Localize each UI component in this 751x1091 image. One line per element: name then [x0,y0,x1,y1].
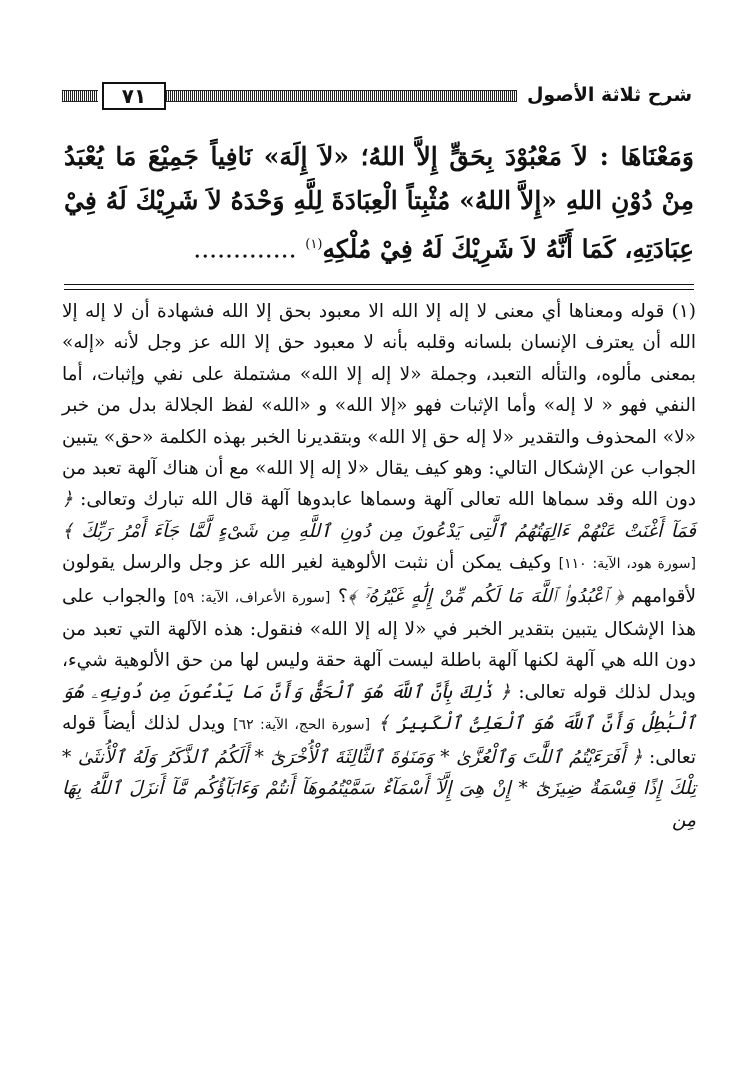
quran-verse-4: ﴿ أَفَرَءَيْتُمُ ٱللَّٰتَ وَٱلْعُزَّىٰ * وَمَنَوٰةَ ٱلثَّالِثَةَ ٱلْأُخْرَىٰٓ * أَلَكُمُ ٱلذَّكَرُ وَلَهُ ٱلْأُنثَىٰ * تِلْكَ إِذًا قِسْمَةٌ ضِيزَىٰٓ * إِنْ هِىَ إِلَّآ أَسْمَآءٌ سَمَّيْتُمُوهَآ أَنتُمْ وَءَابَآؤُكُم مَّآ أَنزَلَ ٱللَّهُ بِهَا مِن [62,746,696,831]
verse-reference-3: [سورة الحج، الآية: ٦٢] [233,717,371,734]
footnote-divider [64,284,694,290]
dotted-leader: ............. [193,234,297,264]
header-rule-end [62,90,98,102]
quran-verse-1: ﴿ فَمَآ أَغْنَتْ عَنْهُمْ ءَالِهَتُهُمُ ٱلَّتِى يَدْعُونَ مِن دُونِ ٱللَّهِ مِن شَىْءٍ لَّمَّا جَآءَ أَمْرُ رَبِّكَ ﴾ [62,489,696,542]
footnote-marker: (١) [305,237,323,252]
question-mark: ؟ [338,585,348,607]
quran-verse-3: ﴿ ذَٰلِكَ بِأَنَّ ٱللَّهَ هُوَ ٱلْحَقُّ وَأَنَّ مَا يَدْعُونَ مِن دُونِهِۦ هُوَ ٱلْبَٰطِلُ وَأَنَّ ٱللَّهَ هُوَ ٱلْعَلِىُّ ٱلْكَبِيرُ ﴾ [62,681,696,735]
footnote-text-2: وكيف يمكن أن نثبت الألوهية لغير الله عز وجل والرسل يقولون لأقوامهم [62,552,697,607]
running-title: شرح ثلاثة الأصول [526,84,692,106]
verse-reference-1: [سورة هود، الآية: ١١٠] [558,556,697,573]
footnote-text-4: ويدل لذلك أيضاً قوله تعالى: [62,713,696,768]
main-text [64,135,694,271]
verse-reference-2: [سورة الأعراف، الآية: ٥٩] [173,589,331,606]
quran-verse-2: ﴿ ٱعْبُدُوا۟ ٱللَّهَ مَا لَكُم مِّنْ إِلَٰهٍ غَيْرُهُۥٓ ﴾ [347,585,624,607]
main-paragraph: وَمَعْنَاهَا : لاَ مَعْبُوْدَ بِحَقٍّ إِلاَّ اللهُ؛ «لاَ إِلَهَ» نَافِياً جَمِيْعَ مَا يُعْبَدُ مِنْ دُوْنِ اللهِ «إِلاَّ اللهُ» مُثْبِتاً الْعِبَادَةَ لِلَّهِ وَحْدَهُ لاَ شَرِيْكَ لَهُ فِيْ عِبَادَتِهِ، كَمَا أَنَّهُ لاَ شَرِيْكَ لَهُ فِيْ مُلْكِهِ [64,142,694,264]
page-header [62,78,694,110]
page-number: ٧١ [102,82,166,110]
footnote-text-3: والجواب على هذا الإشكال يتبين بتقدير الخبر في «لا إله إلا الله» فنقول: هذه الآلهة التي تعبد من دون الله هي آلهة لكنها آلهة باطلة ليست آلهة حقة وليس لها من حق الألوهية شيء، ويدل لذلك قوله تعالى: [62,585,696,703]
footnote [62,296,696,836]
footnote-text-1: (١) قوله ومعناها أي معنى لا إله إلا الله الا معبود بحق إلا الله فشهادة أن لا إله إلا الله أن يعترف الإنسان بلسانه وقلبه بأنه لا معبود حق إلا الله عز وجل لأنه «إله» بمعنى مألوه، والتأله التعبد، وجملة «لا إله إلا الله» مشتملة على نفي وإثبات، أما النفي فهو « لا إله» وأما الإثبات فهو «إلا الله» و «الله» لفظ الجلالة بدل من خبر «لا» المحذوف والتقدير «لا إله حق إلا الله» وبتقديرنا الخبر بهذه الكلمة «حق» يتبين الجواب عن الإشكال التالي: وهو كيف يقال «لا إله إلا الله» مع أن هناك آلهة تعبد من دون الله وقد سماها الله تعالى آلهة وسماها عابدوها آلهة قال الله تبارك وتعالى: [62,301,696,511]
header-rule [166,90,517,102]
